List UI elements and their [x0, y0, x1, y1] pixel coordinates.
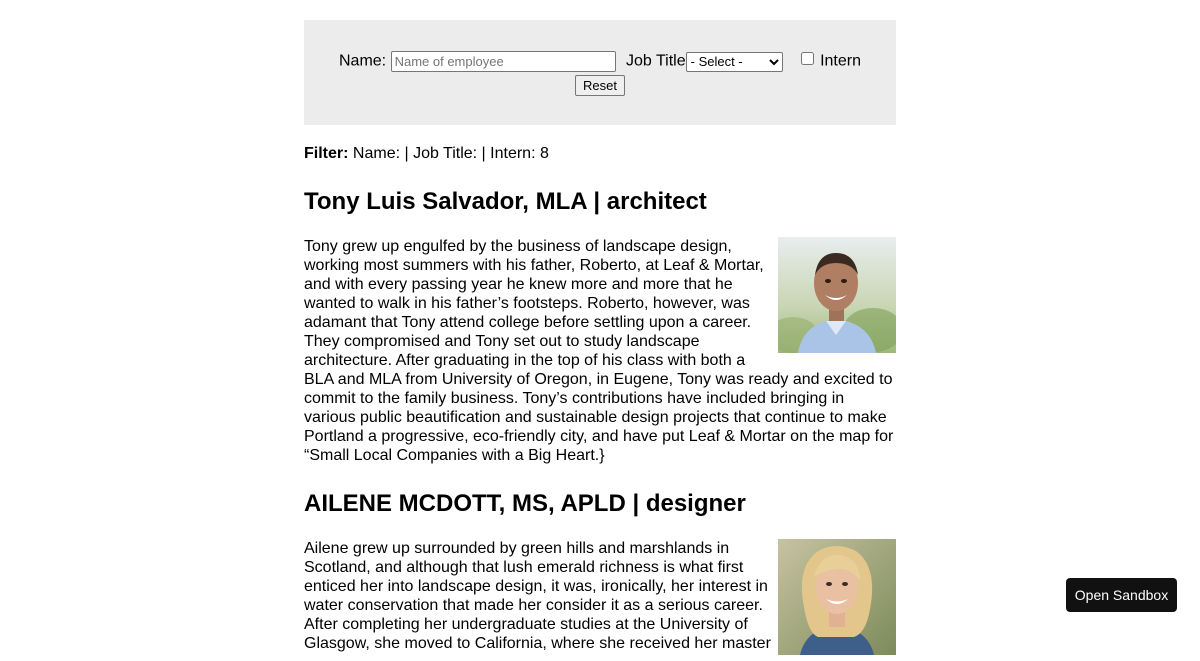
filter-summary-text: Name: | Job Title: | Intern: 8 [352, 145, 549, 162]
person-bio: Ailene grew up surrounded by green hills and marshlands in Scotland, and although that lush emerald richness is what first enticed her into landscape design, it was, ironically, her interest in water conservation that made her consider it as a serious career. After completing her undergraduate studies at the University of Glasgow, she moved to California, where she received her master [304, 540, 771, 652]
reset-button[interactable]: Reset [575, 75, 625, 96]
filter-panel [304, 20, 896, 125]
name-search-input[interactable] [391, 51, 616, 72]
person-body [304, 237, 896, 465]
name-label: Name: [339, 52, 387, 70]
job-title-label: Job Title [626, 52, 686, 70]
person-bio: Tony grew up engulfed by the business of landscape design, working most summers with his father, Roberto, at Leaf & Mortar, and with every passing year he knew more and more that he wanted to walk in his father’s footsteps. Roberto, however, was adamant that Tony attend college before settling upon a career. They compromised and Tony set out to study landscape architecture. After graduating in the top of his class with both a BLA and MLA from University of Oregon, in Eugene, Tony was ready and excited to commit to the family business. Tony’s contributions have included bringing in various public beautification and sustainable design projects that continue to make Portland a progressive, eco-friendly city, and have put Leaf & Mortar on the map for “Small Local Companies with a Big Heart.} [304, 238, 894, 464]
reset-row [304, 75, 896, 96]
person-card [304, 489, 896, 661]
filter-row [304, 51, 896, 72]
page-container [304, 20, 896, 661]
person-heading: AILENE MCDOTT, MS, APLD | designer [304, 490, 746, 517]
open-sandbox-button[interactable]: Open Sandbox [1066, 578, 1177, 612]
person-body [304, 539, 896, 661]
intern-label: Intern [820, 52, 861, 70]
person-photo [778, 539, 896, 655]
person-heading: Tony Luis Salvador, MLA | architect [304, 188, 707, 215]
person-card [304, 187, 896, 465]
filter-summary-prefix: Filter: [304, 145, 349, 162]
job-title-select[interactable] [686, 52, 783, 72]
intern-checkbox[interactable] [801, 52, 814, 65]
filter-summary [304, 145, 896, 163]
person-photo [778, 237, 896, 353]
